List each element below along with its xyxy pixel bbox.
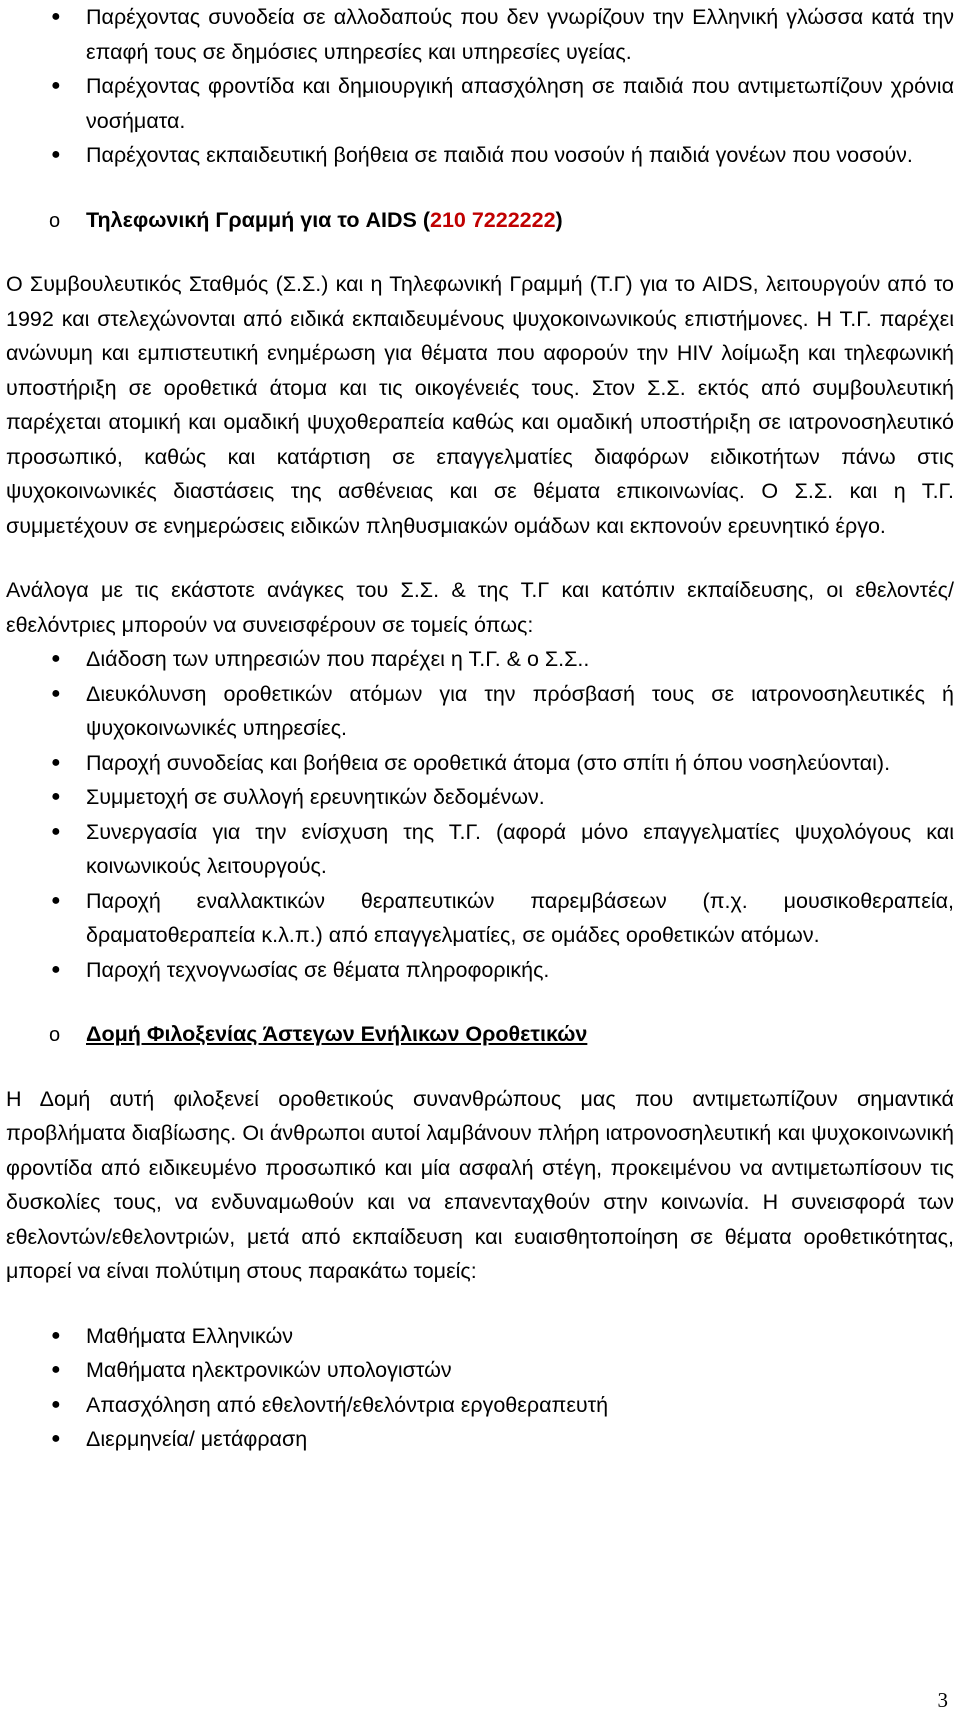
list-item: ● Παρέχοντας φροντίδα και δημιουργική απασχόληση σε παιδιά που αντιμετωπίζουν χρόνια νοσήματα. xyxy=(6,69,954,138)
list-item: ● Διευκόλυνση οροθετικών ατόμων για την πρόσβασή τους σε ιατρονοσηλευτικές ή ψυχοκοινωνικές υπηρεσίες. xyxy=(6,677,954,746)
page-number: 3 xyxy=(937,1688,948,1712)
page-content xyxy=(6,0,954,1457)
paragraph: Η Δομή αυτή φιλοξενεί οροθετικούς συνανθρώπους μας που αντιμετωπίζουν σημαντικά προβλήματα διαβίωσης. Οι άνθρωποι αυτοί λαμβάνουν πλήρη ιατρονοσηλευτική και ψυχοκοινωνική φροντίδα από ειδικευμένο προσωπικό και μία ασφαλή στέγη, προκειμένου να αντιμετωπίσουν τις δυσκολίες τους, να ενδυναμωθούν και να επανενταχθούν στην κοινωνία. Η συνεισφορά των εθελοντών/εθελοντριών, μετά από εκπαίδευση και ευαισθητοποίηση σε θέματα οροθετικότητας, μπορεί να είναι πολύτιμη στους παρακάτω τομείς: xyxy=(6,1086,954,1283)
list-item: ● Παρέχοντας συνοδεία σε αλλοδαπούς που δεν γνωρίζουν την Ελληνική γλώσσα κατά την επαφή τους σε δημόσιες υπηρεσίες και υπηρεσίες υγείας. xyxy=(6,0,954,69)
list-item: ● Παροχή τεχνογνωσίας σε θέματα πληροφορικής. xyxy=(6,953,954,988)
volunteer-areas-list xyxy=(6,642,954,987)
bullet-icon: ● xyxy=(51,1326,61,1344)
top-bullet-list xyxy=(6,0,954,173)
list-item: ● Διερμηνεία/ μετάφραση xyxy=(6,1422,954,1457)
phone-number: 210 7222222 xyxy=(429,207,556,232)
bullet-icon: ● xyxy=(51,650,61,667)
paragraph: Ανάλογα με τις εκάστοτε ανάγκες του Σ.Σ. & της Τ.Γ και κατόπιν εκπαίδευσης, οι εθελοντές/εθελόντριες μπορούν να συνεισφέρουν σε τομείς όπως: xyxy=(6,578,954,637)
bullet-icon: ● xyxy=(51,77,61,94)
list-item: ● Συμμετοχή σε συλλογή ερευνητικών δεδομένων. xyxy=(6,780,954,815)
list-item: ● Διάδοση των υπηρεσιών που παρέχει η Τ.Γ. & ο Σ.Σ.. xyxy=(6,642,954,677)
bullet-icon: ● xyxy=(51,822,61,840)
shelter-areas-list xyxy=(6,1319,954,1457)
list-item: ● Απασχόληση από εθελοντή/εθελόντρια εργοθεραπευτή xyxy=(6,1388,954,1423)
list-item: ● Παροχή εναλλακτικών θεραπευτικών παρεμβάσεων (π.χ. μουσικοθεραπεία, δραματοθεραπεία κ.λ.π.) από επαγγελματίες, σε ομάδες οροθετικών ατόμων. xyxy=(6,884,954,953)
bullet-icon: ● xyxy=(51,960,61,978)
list-item: ● Μαθήματα Ελληνικών xyxy=(6,1319,954,1354)
bullet-icon: ● xyxy=(51,8,61,25)
list-item: ● Μαθήματα ηλεκτρονικών υπολογιστών xyxy=(6,1353,954,1388)
section-heading-aids-hotline: o Τηλεφωνική Γραμμή για το AIDS (210 7222222) xyxy=(6,203,954,238)
bullet-icon: ● xyxy=(51,1395,61,1413)
list-item: ● Παρέχοντας εκπαιδευτική βοήθεια σε παιδιά που νοσούν ή παιδιά γονέων που νοσούν. xyxy=(6,138,954,173)
circle-bullet-icon: o xyxy=(49,209,61,232)
bullet-icon: ● xyxy=(51,753,61,771)
section-heading-shelter: o Δομή Φιλοξενίας Άστεγων Ενήλικων Οροθετικών xyxy=(6,1017,954,1052)
bullet-icon: ● xyxy=(51,788,61,805)
paragraph: Ο Συμβουλευτικός Σταθμός (Σ.Σ.) και η Τηλεφωνική Γραμμή (Τ.Γ) για το AIDS, λειτουργούν από το 1992 και στελεχώνονται από ειδικά εκπαιδευμένους ψυχοκοινωνικούς επιστήμονες. Η Τ.Γ. παρέχει ανώνυμη και εμπιστευτική ενημέρωση για θέματα που αφορούν την HIV λοίμωξη και τηλεφωνική υποστήριξη σε οροθετικά άτομα και τις οικογένειές τους. Στον Σ.Σ. εκτός από συμβουλευτική παρέχεται ατομική και ομαδική ψυχοθεραπεία καθώς και ομαδική υποστήριξη σε ιατρονοσηλευτικό προσωπικό, καθώς και κατάρτιση σε επαγγελματίες διαφόρων ειδικοτήτων πάνω στις ψυχοκοινωνικές διαστάσεις της ασθένειας και σε θέματα επικοινωνίας. Ο Σ.Σ. και η Τ.Γ. συμμετέχουν σε ενημερώσεις ειδικών πληθυσμιακών ομάδων και εκπονούν ερευνητικό έργο. xyxy=(6,272,954,538)
circle-bullet-icon: o xyxy=(49,1024,61,1046)
bullet-icon: ● xyxy=(51,684,61,702)
list-item: ● Συνεργασία για την ενίσχυση της Τ.Γ. (αφορά μόνο επαγγελματίες ψυχολόγους και κοινωνικούς λειτουργούς. xyxy=(6,815,954,884)
bullet-icon: ● xyxy=(51,1430,61,1447)
bullet-icon: ● xyxy=(51,891,61,909)
bullet-icon: ● xyxy=(51,1361,61,1378)
list-item: ● Παροχή συνοδείας και βοήθεια σε οροθετικά άτομα (στο σπίτι ή όπου νοσηλεύονται). xyxy=(6,746,954,781)
bullet-icon: ● xyxy=(51,146,61,163)
